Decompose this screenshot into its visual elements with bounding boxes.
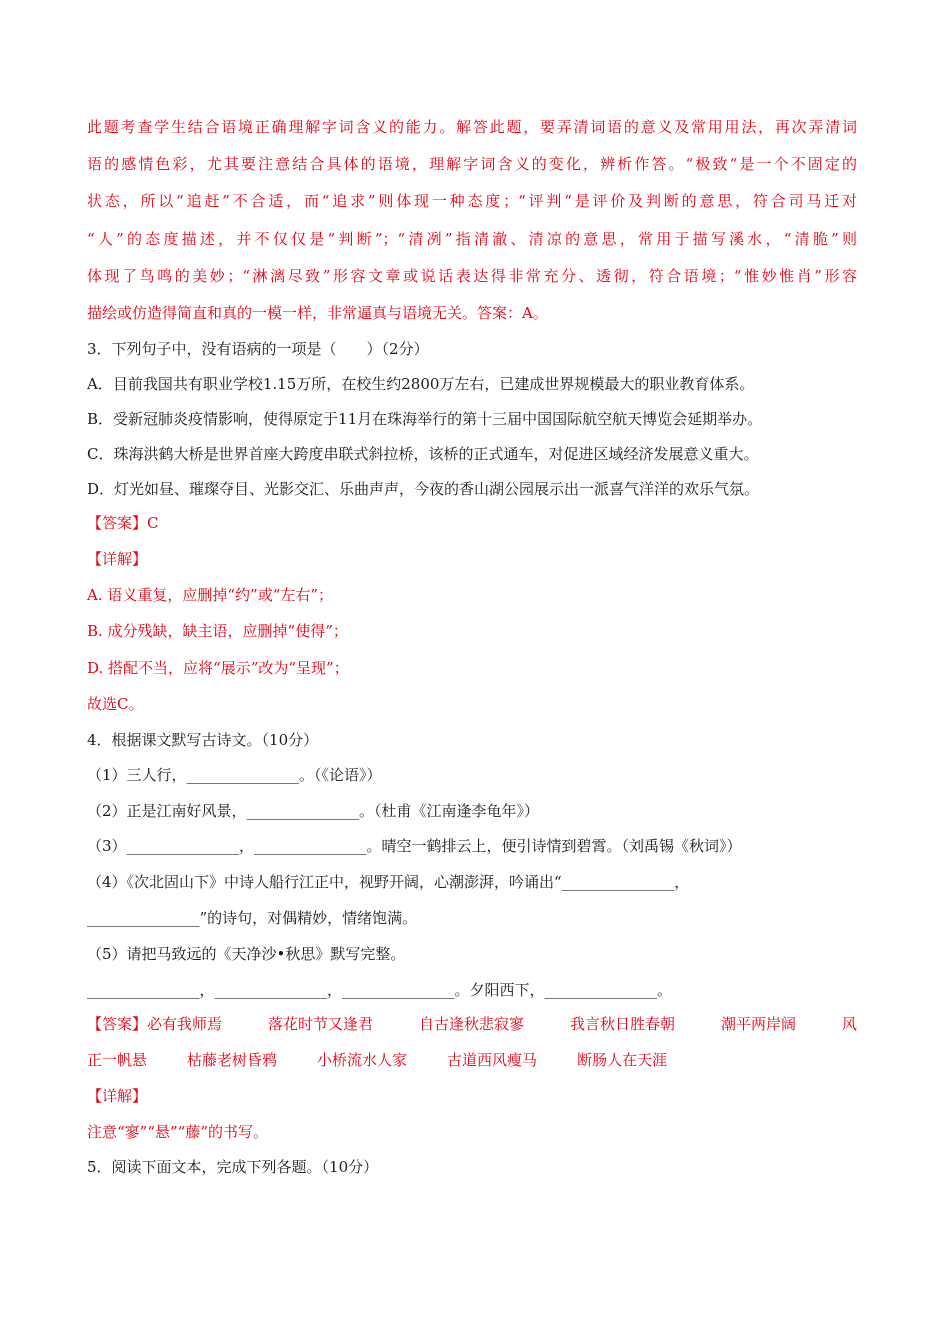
q2-explanation-line: 此题考查学生结合语境正确理解字词含义的能力。解答此题，要弄清词语的意义及常用用法，再次弄清词 — [87, 118, 857, 136]
q4-answer-part: 【答案】必有我师焉 — [87, 1015, 223, 1033]
q3-option-c: C．珠海洪鹤大桥是世界首座大跨度串联式斜拉桥，该桥的正式通车，对促进区域经济发展意义重大。 — [87, 445, 759, 463]
q3-stem: 3．下列句子中，没有语病的一项是（ ）（2分） — [87, 340, 429, 358]
q4-answer-part: 古道西风瘦马 — [447, 1051, 538, 1069]
q2-explanation-line: 描绘或仿造得简直和真的一模一样，非常逼真与语境无关。答案：A。 — [87, 304, 548, 322]
q4-answer-part: 我言秋日胜春朝 — [569, 1015, 675, 1033]
q3-detail-b: B. 成分残缺，缺主语，应删掉“使得”； — [87, 622, 348, 640]
q4-answer-part: 落花时节又逢君 — [267, 1015, 373, 1033]
q4-stem: 4．根据课文默写古诗文。（10分） — [87, 731, 319, 749]
q4-item-2: （2）正是江南好风景，_______________。（杜甫《江南逢李龟年》） — [87, 802, 540, 820]
q2-explanation-line: “人”的态度描述，并不仅仅是“判断”；“清冽”指清澈、清凉的意思，常用于描写溪水，“清脆”则 — [87, 230, 857, 248]
q3-detail-d: D. 搭配不当，应将“展示”改为“呈现”； — [87, 659, 349, 677]
q4-detail: 注意“寥”“悬”“藤”的书写。 — [87, 1123, 269, 1141]
q4-answer-part: 自古逢秋悲寂寥 — [418, 1015, 524, 1033]
q4-item-4-cont: _______________”的诗句，对偶精妙，情绪饱满。 — [87, 909, 418, 927]
q4-answer-part: 断肠人在天涯 — [577, 1051, 668, 1069]
q3-detail-conclusion: 故选C。 — [87, 695, 144, 713]
q4-item-4: （4）《次北固山下》中诗人船行江正中，视野开阔，心潮澎湃，吟诵出“_______________， — [87, 873, 690, 891]
q3-option-a: A．目前我国共有职业学校1.15万所，在校生约2800万左右，已建成世界规模最大的职业教育体系。 — [87, 375, 755, 393]
q4-item-3: （3）_______________，_______________。晴空一鹤排云上，便引诗情到碧霄。（刘禹锡《秋词》） — [87, 837, 742, 855]
q3-option-b: B．受新冠肺炎疫情影响，使得原定于11月在珠海举行的第十三届中国国际航空航天博览会延期举办。 — [87, 410, 763, 428]
q2-explanation-line: 体现了鸟鸣的美妙；“淋漓尽致”形容文章或说话表达得非常充分、透彻，符合语境；“惟妙惟肖”形容 — [87, 267, 857, 285]
q4-detail-title: 【详解】 — [87, 1087, 148, 1105]
q4-answer-part: 风 — [841, 1015, 857, 1033]
q4-answer-part: 正一帆悬 — [87, 1051, 148, 1069]
q4-answer-line-2 — [87, 1050, 667, 1070]
q4-answer-part: 枯藤老树昏鸦 — [187, 1051, 278, 1069]
q4-answer-line-1 — [87, 1014, 857, 1034]
q4-item-1: （1）三人行，_______________。（《论语》） — [87, 766, 382, 784]
q2-explanation-line: 语的感情色彩，尤其要注意结合具体的语境，理解字词含义的变化，辨析作答。“极致“是一个不固定的 — [87, 155, 857, 173]
q5-stem: 5．阅读下面文本，完成下列各题。（10分） — [87, 1158, 379, 1176]
q4-item-5-blanks: _______________，_______________，_______________。夕阳西下，_______________。 — [87, 981, 673, 999]
q3-answer: 【答案】C — [87, 514, 159, 532]
q2-explanation-line: 状态，所以“追赶”不合适，而“追求”则体现一种态度；“评判“是评价及判断的意思，符合司马迁对 — [87, 192, 857, 210]
q4-item-5: （5）请把马致远的《天净沙•秋思》默写完整。 — [87, 945, 406, 963]
q4-answer-part: 潮平两岸阔 — [720, 1015, 796, 1033]
q4-answer-part: 小桥流水人家 — [317, 1051, 408, 1069]
q3-detail-title: 【详解】 — [87, 550, 148, 568]
q3-option-d: D．灯光如昼、璀璨夺目、光影交汇、乐曲声声，今夜的香山湖公园展示出一派喜气洋洋的欢乐气氛。 — [87, 480, 760, 498]
q3-detail-a: A. 语义重复，应删掉“约”或“左右”； — [87, 586, 334, 604]
